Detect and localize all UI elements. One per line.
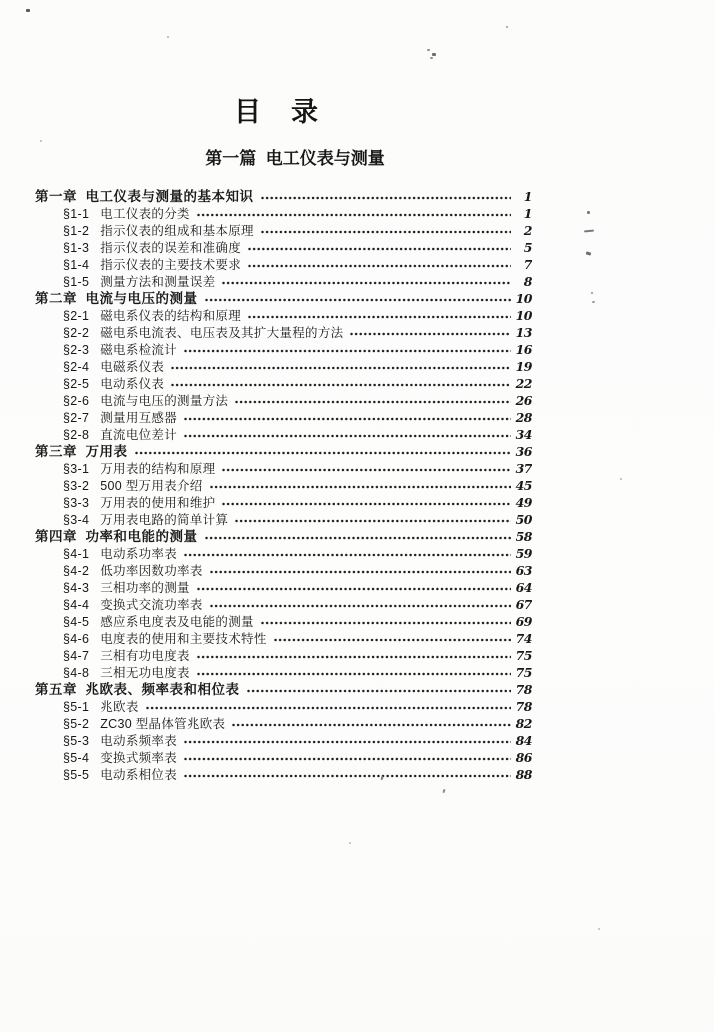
toc-section-number: §2-4 <box>63 360 90 374</box>
dot-leader <box>205 297 511 303</box>
scan-speck <box>26 9 30 12</box>
toc-section-row <box>35 562 532 579</box>
toc-section-page: 82 <box>515 716 532 731</box>
toc-section-row <box>35 477 532 494</box>
toc-section-page: 74 <box>515 631 532 646</box>
toc-section-label: 指示仪表的主要技术要求 <box>100 258 242 272</box>
dot-leader <box>274 637 511 643</box>
dot-leader <box>184 433 511 439</box>
toc-section-label: 磁电系检流计 <box>100 343 178 357</box>
dot-leader <box>197 654 511 660</box>
dot-leader <box>350 331 511 337</box>
dot-leader <box>248 314 511 320</box>
toc-section-number: §2-2 <box>63 326 90 340</box>
toc-section-label: 兆欧表 <box>100 700 139 714</box>
toc-section-label: 电度表的使用和主要技术特性 <box>100 632 267 646</box>
dot-leader <box>235 399 511 405</box>
toc-section-number: §4-8 <box>63 666 90 680</box>
toc-section-page: 59 <box>515 546 532 561</box>
dot-leader <box>222 467 511 473</box>
toc-section-row <box>35 426 532 443</box>
toc-section-number: §4-7 <box>63 649 90 663</box>
toc-section-page: 22 <box>515 376 532 391</box>
toc-section-label: 磁电系电流表、电压表及其扩大量程的方法 <box>100 326 344 340</box>
toc-section-row <box>35 205 532 222</box>
page-title: 目 录 <box>233 97 318 127</box>
toc-section-page: 16 <box>515 342 532 357</box>
toc-section-label: 电动系功率表 <box>100 547 178 561</box>
toc-chapter-page: 36 <box>515 444 532 459</box>
toc-section-row <box>35 375 532 392</box>
toc-section-page: 64 <box>515 580 532 595</box>
toc-section-page: 63 <box>515 563 532 578</box>
toc-section-page: 26 <box>515 393 532 408</box>
dot-leader <box>247 688 511 694</box>
toc-chapter-row <box>35 443 532 460</box>
toc-chapter-row <box>35 290 532 307</box>
toc-section-row <box>35 307 532 324</box>
scan-speck <box>167 36 169 38</box>
scan-speck <box>432 53 436 56</box>
toc-chapter-label: 第五章 兆欧表、频率表和相位表 <box>35 682 240 697</box>
toc-section-page: 78 <box>515 699 532 714</box>
scan-speck <box>591 292 593 294</box>
toc-section-label: 万用表的使用和维护 <box>100 496 216 510</box>
toc-section-row <box>35 596 532 613</box>
scan-speck <box>349 842 351 844</box>
toc-section-page: 45 <box>515 478 532 493</box>
toc-chapter-page: 10 <box>515 291 532 306</box>
toc-section-label: 变换式交流功率表 <box>100 598 203 612</box>
dot-leader <box>197 671 511 677</box>
dot-leader <box>248 246 511 252</box>
toc-section-label: 电动系相位表 <box>100 768 178 782</box>
toc-section-row <box>35 222 532 239</box>
toc-section-number: §3-2 <box>63 479 90 493</box>
toc-section-label: 测量用互感器 <box>100 411 178 425</box>
toc-section-number: §1-5 <box>63 275 90 289</box>
toc-section-page: 75 <box>515 665 532 680</box>
toc-section-number: §1-4 <box>63 258 90 272</box>
dot-leader <box>210 569 511 575</box>
dot-leader <box>210 484 511 490</box>
toc-section-page: 7 <box>523 257 532 272</box>
dot-leader <box>232 722 511 728</box>
dot-leader <box>135 450 511 456</box>
toc-section-number: §3-4 <box>63 513 90 527</box>
toc-section-number: §2-6 <box>63 394 90 408</box>
toc-section-number: §2-8 <box>63 428 90 442</box>
toc-section-row <box>35 511 532 528</box>
dot-leader <box>261 620 511 626</box>
toc-section-page: 8 <box>523 274 532 289</box>
toc-section-number: §2-7 <box>63 411 90 425</box>
toc-section-row <box>35 324 532 341</box>
dot-leader <box>222 501 511 507</box>
toc-section-label: 三相功率的测量 <box>100 581 190 595</box>
toc-chapter-label: 第三章 万用表 <box>35 444 128 459</box>
toc-section-row <box>35 358 532 375</box>
toc-section-row <box>35 273 532 290</box>
toc-section-label: 磁电系仪表的结构和原理 <box>100 309 242 323</box>
toc-section-page: 5 <box>523 240 532 255</box>
toc-section-number: §4-2 <box>63 564 90 578</box>
toc-section-number: §1-1 <box>63 207 90 221</box>
toc-section-number: §2-1 <box>63 309 90 323</box>
toc-section-page: 1 <box>523 206 532 221</box>
scan-speck <box>584 229 594 232</box>
toc-section-number: §4-1 <box>63 547 90 561</box>
toc-section-number: §5-3 <box>63 734 90 748</box>
toc-section-row <box>35 732 532 749</box>
scan-speck <box>506 26 508 28</box>
scan-speck <box>427 49 430 51</box>
toc-chapter-row <box>35 188 532 205</box>
toc-section-page: 86 <box>515 750 532 765</box>
toc-section-number: §3-1 <box>63 462 90 476</box>
toc-section-row <box>35 664 532 681</box>
scan-speck <box>40 140 42 142</box>
toc-section-number: §3-3 <box>63 496 90 510</box>
toc-section-number: §5-2 <box>63 717 90 731</box>
toc-section-row <box>35 545 532 562</box>
toc-section-label: 电流与电压的测量方法 <box>100 394 229 408</box>
dot-leader <box>248 263 511 269</box>
toc-section-number: §1-3 <box>63 241 90 255</box>
toc-section-label: 直流电位差计 <box>100 428 178 442</box>
toc-chapter-label: 第一章 电工仪表与测量的基本知识 <box>35 189 254 204</box>
toc-section-page: 37 <box>515 461 532 476</box>
toc-section-row <box>35 647 532 664</box>
toc-section-label: 感应系电度表及电能的测量 <box>100 615 254 629</box>
toc-section-label: 电工仪表的分类 <box>100 207 190 221</box>
dot-leader <box>171 382 511 388</box>
toc-section-number: §2-3 <box>63 343 90 357</box>
toc-section-label: 万用表的结构和原理 <box>100 462 216 476</box>
toc-section-number: §4-4 <box>63 598 90 612</box>
toc-section-page: 13 <box>515 325 532 340</box>
toc-chapter-label: 第四章 功率和电能的测量 <box>35 529 198 544</box>
toc-section-number: §5-5 <box>63 768 90 782</box>
toc-section-page: 84 <box>515 733 532 748</box>
scan-speck <box>430 57 433 59</box>
toc-section-row <box>35 766 532 783</box>
toc-section-label: 测量方法和测量误差 <box>100 275 216 289</box>
toc-section-page: 67 <box>515 597 532 612</box>
dot-leader <box>184 348 511 354</box>
toc-section-row <box>35 613 532 630</box>
dot-leader <box>184 416 511 422</box>
toc-section-row <box>35 630 532 647</box>
toc-section-number: §1-2 <box>63 224 90 238</box>
toc-section-number: §5-1 <box>63 700 90 714</box>
dot-leader <box>197 212 511 218</box>
toc-section-page: 49 <box>515 495 532 510</box>
dot-leader <box>184 739 511 745</box>
toc-section-page: 2 <box>523 223 532 238</box>
toc-section-label: 电动系仪表 <box>100 377 165 391</box>
toc-section-page: 19 <box>515 359 532 374</box>
dot-leader <box>171 365 511 371</box>
toc-section-row <box>35 239 532 256</box>
dot-leader <box>197 586 511 592</box>
toc-section-number: §5-4 <box>63 751 90 765</box>
toc-section-label: 低功率因数功率表 <box>100 564 203 578</box>
toc-section-label: 指示仪表的误差和准确度 <box>100 241 242 255</box>
toc-chapter-page: 58 <box>515 529 532 544</box>
toc-section-label: 变换式频率表 <box>100 751 178 765</box>
dot-leader <box>222 280 511 286</box>
dot-leader <box>210 603 511 609</box>
toc-section-row <box>35 392 532 409</box>
part-heading: 第一篇 电工仪表与测量 <box>205 149 385 168</box>
toc-section-row <box>35 341 532 358</box>
toc-section-page: 50 <box>515 512 532 527</box>
toc-section-number: §2-5 <box>63 377 90 391</box>
scan-speck <box>598 928 600 930</box>
toc-section-row <box>35 460 532 477</box>
toc-section-label: ZC30 型晶体管兆欧表 <box>100 717 226 731</box>
scan-speck <box>586 251 592 255</box>
toc-section-label: 电磁系仪表 <box>100 360 165 374</box>
toc-section-page: 10 <box>515 308 532 323</box>
toc-section-row <box>35 409 532 426</box>
toc-section-label: 三相无功电度表 <box>100 666 190 680</box>
dot-leader <box>146 705 511 711</box>
scan-speck <box>592 301 595 303</box>
toc-section-row <box>35 715 532 732</box>
toc-section-label: 指示仪表的组成和基本原理 <box>100 224 254 238</box>
dot-leader <box>184 552 511 558</box>
toc-section-number: §4-5 <box>63 615 90 629</box>
toc-section-label: 三相有功电度表 <box>100 649 190 663</box>
toc-section-number: §4-3 <box>63 581 90 595</box>
toc-section-row <box>35 698 532 715</box>
scan-speck <box>620 478 622 480</box>
scan-speck <box>442 789 445 793</box>
toc-chapter-page: 1 <box>523 189 532 204</box>
toc-section-row <box>35 579 532 596</box>
scan-speck <box>587 211 590 214</box>
toc-section-row <box>35 749 532 766</box>
toc-section-page: 75 <box>515 648 532 663</box>
dot-leader <box>184 773 511 779</box>
toc-chapter-row <box>35 681 532 698</box>
toc-section-page: 28 <box>515 410 532 425</box>
toc-chapter-page: 78 <box>515 682 532 697</box>
toc-section-number: §4-6 <box>63 632 90 646</box>
toc-chapter-row <box>35 528 532 545</box>
toc-section-page: 88 <box>515 767 532 782</box>
dot-leader <box>184 756 511 762</box>
toc-section-page: 34 <box>515 427 532 442</box>
toc-section-page: 69 <box>515 614 532 629</box>
dot-leader <box>261 195 511 201</box>
toc-list <box>35 188 532 783</box>
dot-leader <box>261 229 511 235</box>
toc-section-row <box>35 494 532 511</box>
dot-leader <box>205 535 511 541</box>
toc-section-label: 万用表电路的简单计算 <box>100 513 229 527</box>
toc-section-label: 500 型万用表介绍 <box>100 479 203 493</box>
toc-chapter-label: 第二章 电流与电压的测量 <box>35 291 198 306</box>
toc-section-row <box>35 256 532 273</box>
dot-leader <box>235 518 511 524</box>
toc-section-label: 电动系频率表 <box>100 734 178 748</box>
